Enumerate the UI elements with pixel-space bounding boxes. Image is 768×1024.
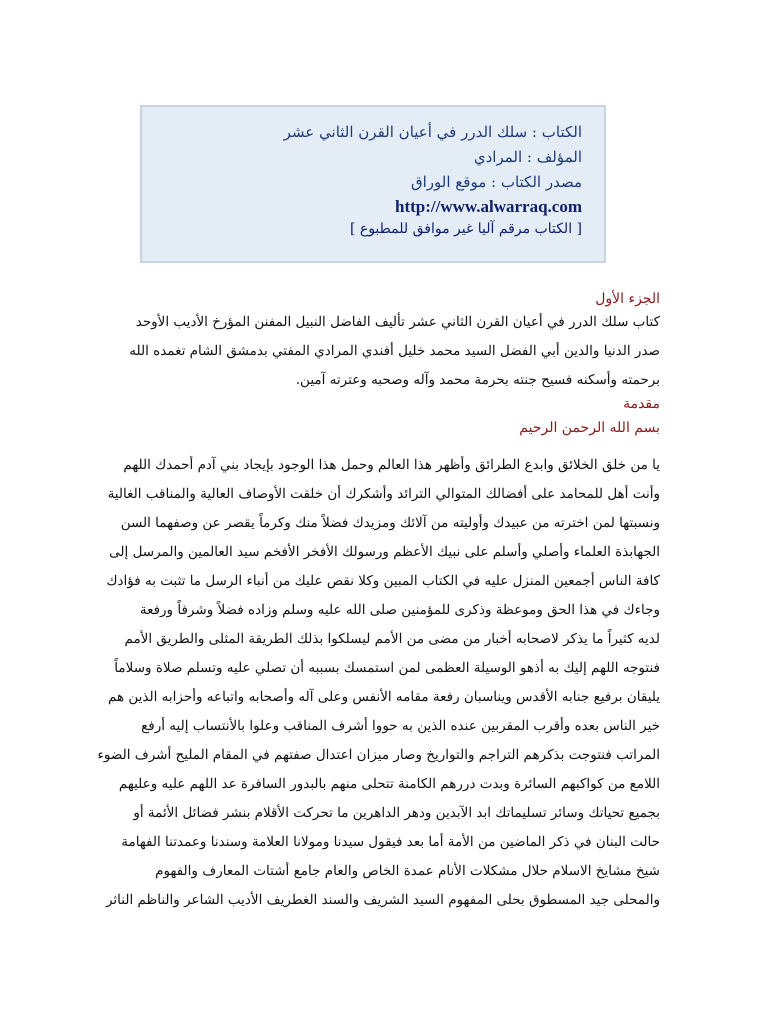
source-line: مصدر الكتاب : موقع الوراق: [411, 173, 582, 191]
text-line: برحمته وأسكنه فسيح جنته بحرمة محمد وآله وصحبه وعترته آمين.: [295, 372, 660, 388]
text-line: وجاءك في هذا الحق وموعظة وذكرى للمؤمنين صلى الله عليه وسلم وزاده فضلاً وشرفاً ورفعة: [139, 602, 660, 618]
text-line: خير الناس بعده وأقرب المقربين عنده الذين به حووا أشرف المناقب وعلوا بالأنتساب إليه أرفع: [141, 718, 660, 734]
text-line: شيخ مشايخ الاسلام حلال مشكلات الأنام عمدة الخاص والعام جامع أشتات المعارف والفهوم: [155, 863, 660, 879]
book-text: [97, 290, 660, 915]
intro-paragraph: [128, 308, 660, 395]
text-line: وأنت أهل للمحامد على أفضالك المتوالي الترائد وأشكرك أن خلقت الأوصاف العالية والمناقب الغالية: [107, 486, 660, 502]
source-url-link[interactable]: http://www.alwarraq.com: [395, 197, 582, 216]
text-line: يليقان برفيع جنابه الأقدس ويناسبان رفعة مقامه الأنفس وعلى آله وأصحابه واتباعه وأحزابه الذين هم: [108, 689, 660, 705]
text-line: بجميع تحياتك وسائر تسليماتك ابد الآبدين ودهر الداهرين ما تحركت الأقلام بنشر فضائل الأئمة أو: [133, 805, 660, 821]
text-line: لديه كثيراً ما يذكر لاصحابه أخبار من مضى من الأمم ليسلكوا بذلك الطريقة المثلى والطريق الأمم: [124, 631, 660, 647]
text-line: حالت البنان في ذكر الماضين من الأمة أما بعد فيقول سيدنا ومولانا العلامة وسندنا وعمدتنا الفهامة: [121, 834, 660, 850]
section-heading: مقدمة: [623, 396, 660, 412]
text-line: الجهابذة العلماء وأصلي وأسلم على نبيك الأعظم ورسولك الأفخر الأفخم سيد العالمين والمرسل إلى: [109, 544, 660, 560]
part-heading: الجزء الأول: [595, 291, 660, 307]
text-line: صدر الدنيا والدين أبي الفضل السيد محمد خليل أفندي المرادي المفتي بدمشق الشام تغمده الله: [129, 343, 660, 359]
text-line: كتاب سلك الدرر في أعيان القرن الثاني عشر تأليف الفاضل النبيل المفنن المؤرخ الأديب الأوحد: [135, 314, 660, 330]
text-line: المراتب فنتوجت بذكرهم التراجم والتواريخ وصار ميزان اعتدال صفتهم في المقام المليح أشرف الضوء: [97, 747, 660, 763]
numbering-note: [ الكتاب مرقم آليا غير موافق للمطبوع ]: [349, 221, 582, 237]
text-line: كافة الناس أجمعين المنزل عليه في الكتاب المبين وكلا نقص عليك من أنباء الرسل ما تثبت به فؤادك: [106, 573, 660, 589]
book-info-box: [140, 105, 606, 263]
text-line: والمحلى جيد المسطوق بحلى المفهوم السيد الشريف والسند الغطريف الأديب الشاعر والناظم الناثر: [105, 892, 660, 908]
basmala: بسم الله الرحمن الرحيم: [519, 420, 660, 436]
book-title-line: الكتاب : سلك الدرر في أعيان القرن الثاني عشر: [283, 123, 582, 141]
text-line: فنتوجه اللهم إليك به أذهو الوسيلة العظمى لمن استمسك بسببه أن تصلي عليه وتسلم صلاة وسلاماً: [114, 660, 660, 676]
text-line: يا من خلق الخلائق وابدع الطرائق وأظهر هذا العالم وحمل هذا الوجود بإيجاد بني آدم أحمدك اللهم: [123, 457, 660, 473]
text-line: اللامع من كواكبهم السائرة وبدت دررهم الكامنة تتحلى منهم بالبدور السافرة عد اللهم عليه وعليهم: [118, 776, 660, 792]
author-line: المؤلف : المرادي: [473, 148, 582, 166]
body-paragraph: [97, 451, 660, 915]
text-line: ونسبتها لمن اخترته من عبيدك وأوليته من آلائك ومزيدك فضلاً منك وكرماً يقصر عن وصفهما السن: [120, 515, 660, 531]
